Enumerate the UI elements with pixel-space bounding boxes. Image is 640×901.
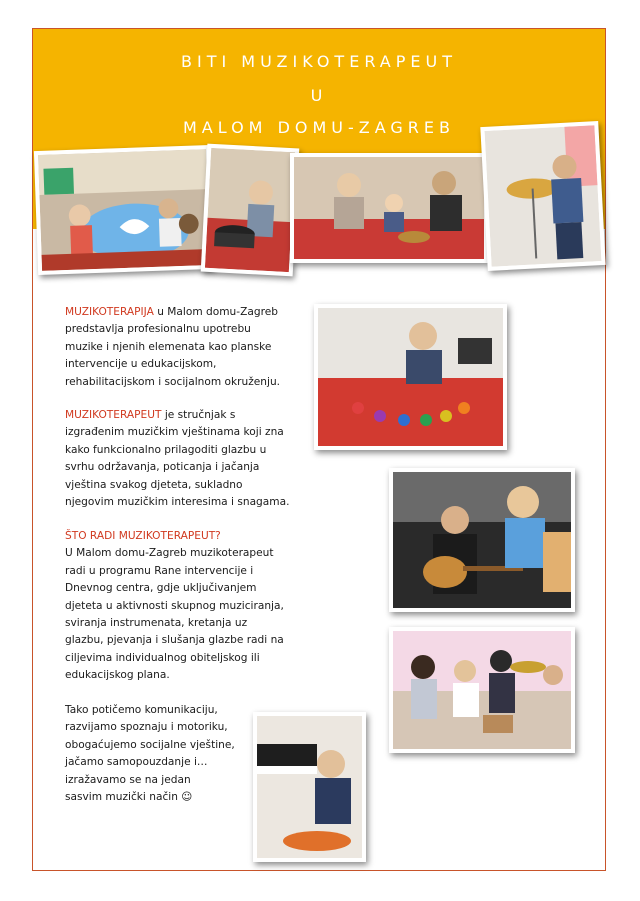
text-line: obogaćujemo socijalne vještine, xyxy=(65,738,235,751)
text-line: njegovim muzičkim interesima i snagama. xyxy=(65,496,290,509)
text-line: sviranja instrumenata, kretanja uz xyxy=(65,617,248,630)
section-muzikoterapija xyxy=(65,304,305,391)
photo-woman-guitar xyxy=(389,468,575,612)
section1-first-line xyxy=(65,304,305,321)
section-sto-radi xyxy=(65,528,315,685)
keyword-muzikoterapija: MUZIKOTERAPIJA xyxy=(65,306,154,318)
photo-child-piano xyxy=(253,712,366,862)
section1-line1-rest: u Malom domu-Zagreb xyxy=(153,306,278,318)
photo-child-cymbal xyxy=(480,121,605,271)
text-line: djeteta u aktivnosti skupnog muziciranja, xyxy=(65,599,284,612)
text-line: sasvim muzički način ☺ xyxy=(65,791,193,804)
text-line: Tako potičemo komunikaciju, xyxy=(65,704,218,716)
text-line: kako funkcionalno prilagoditi glazbu u xyxy=(65,443,267,456)
text-line: razvijamo spoznaju i motoriku, xyxy=(65,721,228,734)
text-line: vještina svakog djeteta, sukladno xyxy=(65,478,243,491)
text-line: izgrađenim muzičkim vještinama koji zna xyxy=(65,426,284,439)
section-closing xyxy=(65,702,250,806)
text-line: rehabilitacijskom i socijalnom okruženju. xyxy=(65,375,281,388)
text-line: predstavlja profesionalnu upotrebu xyxy=(65,323,251,336)
text-line: U Malom domu-Zagreb muzikoterapeut xyxy=(65,547,274,560)
text-line: ciljevima individualnog obiteljskog ili xyxy=(65,651,260,664)
section3-heading: ŠTO RADI MUZIKOTERAPEUT? xyxy=(65,530,221,542)
photo-adults-child-floor xyxy=(290,153,488,263)
title-line-3: MALOM DOMU-ZAGREB xyxy=(182,118,455,137)
text-line: svrhu održavanja, poticanja i jačanja xyxy=(65,461,260,474)
text-line: jačamo samopouzdanje i… xyxy=(65,756,208,769)
keyword-muzikoterapeut: MUZIKOTERAPEUT xyxy=(65,409,162,421)
text-line: intervencije u edukacijskom, xyxy=(65,358,217,371)
text-line: radi u programu Rane intervencije i xyxy=(65,564,254,577)
title-line-1: BITI MUZIKOTERAPEUT xyxy=(181,52,457,71)
text-line: muzike i njenih elemenata kao planske xyxy=(65,340,272,353)
text-line: edukacijskog plana. xyxy=(65,669,170,682)
photo-child-drum xyxy=(201,144,300,277)
photo-group-table xyxy=(34,145,214,275)
section-muzikoterapeut xyxy=(65,407,305,511)
section2-line1-rest: je stručnjak s xyxy=(161,409,236,421)
text-line: Dnevnog centra, gdje uključivanjem xyxy=(65,582,257,595)
title-line-2: U xyxy=(310,86,328,105)
text-line: glazbu, pjevanja i slušanja glazbe radi na xyxy=(65,634,284,647)
photo-child-handbells xyxy=(314,304,507,450)
text-line: izražavamo se na jedan xyxy=(65,773,191,786)
section2-first-line xyxy=(65,407,305,424)
photo-group-instruments xyxy=(389,627,575,753)
